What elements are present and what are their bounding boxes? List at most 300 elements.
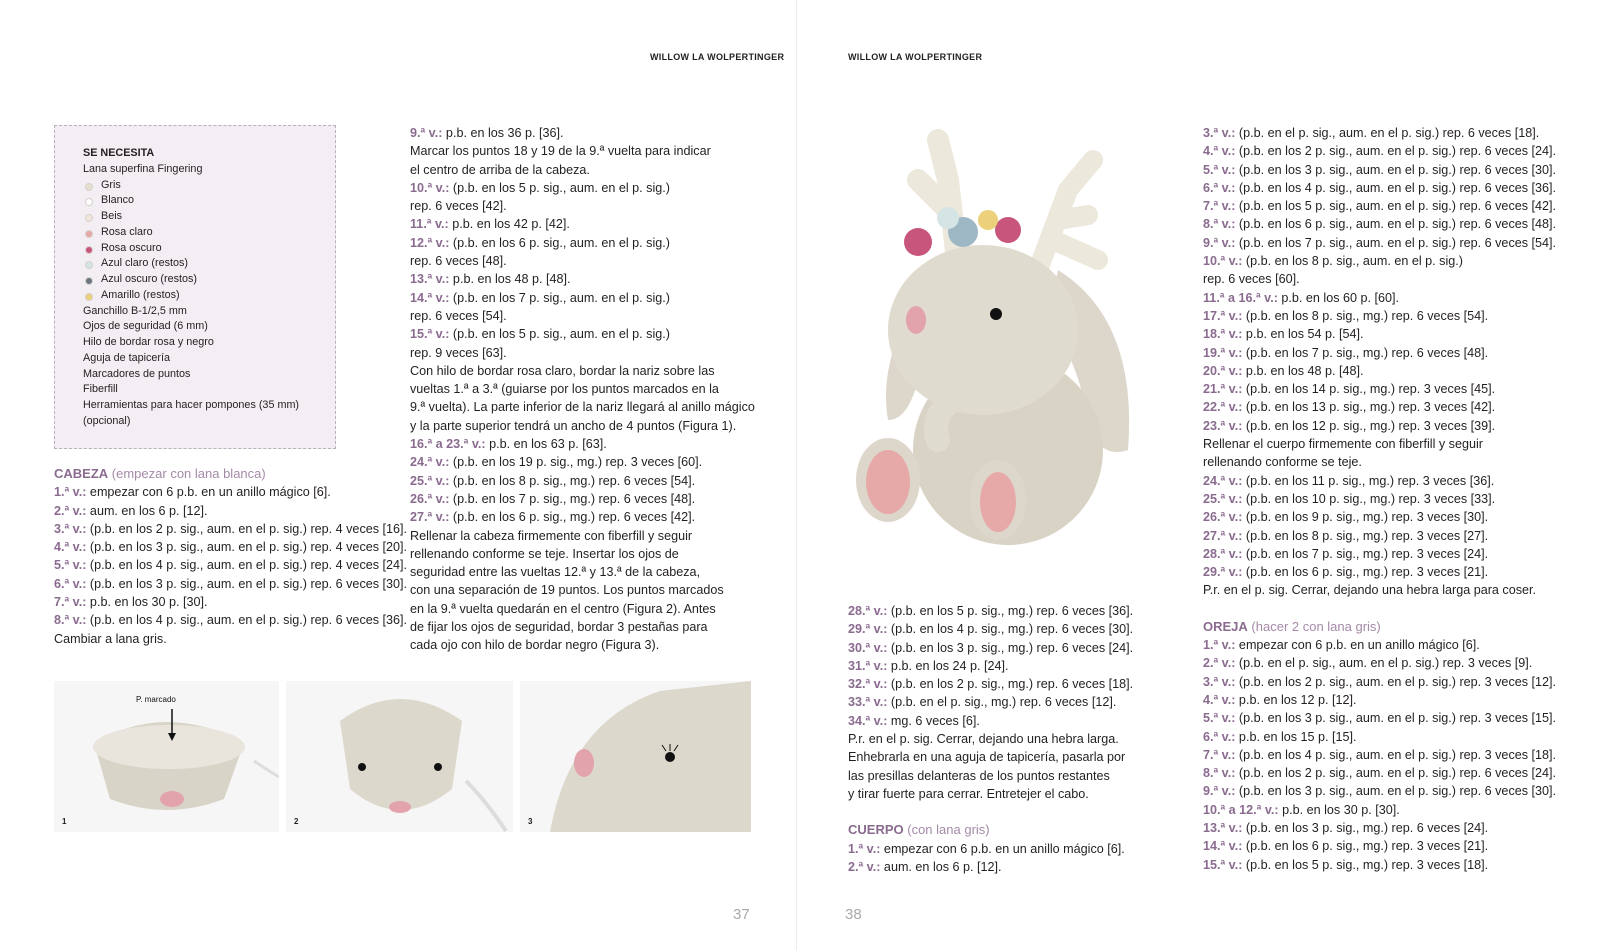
round-text: el centro de arriba de la cabeza. <box>410 162 590 177</box>
round-number: 17.ª v.: <box>1203 308 1243 323</box>
round-text: p.b. en los 60 p. [60]. <box>1277 290 1400 305</box>
round-number: 7.ª v.: <box>1203 199 1236 214</box>
pattern-line <box>410 435 755 453</box>
round-text: p.b. en los 24 p. [24]. <box>887 658 1009 673</box>
round-text: rellenando conforme se teje. <box>1203 455 1362 470</box>
pattern-line <box>1203 527 1556 545</box>
round-text: mg. 6 veces [6]. <box>887 713 980 728</box>
round-text: p.b. en los 54 p. [54]. <box>1242 327 1364 342</box>
pattern-line <box>848 602 1133 620</box>
round-number: 22.ª v.: <box>1203 400 1243 415</box>
figure-3-illustration <box>520 681 751 832</box>
round-number: 31.ª v.: <box>848 658 888 673</box>
round-text: empezar con 6 p.b. en un anillo mágico [6]. <box>1235 638 1480 653</box>
round-text: de fijar los ojos de seguridad, bordar 3 pestañas para <box>410 620 708 635</box>
column-2 <box>410 124 755 655</box>
pattern-line <box>1203 398 1556 416</box>
round-text: Enhebrarla en una aguja de tapicería, pasarla por <box>848 750 1126 765</box>
round-text: (p.b. en los 3 p. sig., mg.) rep. 6 veces [24]. <box>887 640 1134 655</box>
pattern-line <box>1203 362 1556 380</box>
round-number: 21.ª v.: <box>1203 382 1243 397</box>
round-number: 13.ª v.: <box>410 272 450 287</box>
round-text: p.b. en los 15 p. [15]. <box>1235 729 1357 744</box>
material-item: (opcional) <box>83 414 131 427</box>
figure-1 <box>54 681 279 832</box>
figure-1-number: 1 <box>62 817 67 826</box>
oreja-line <box>1203 728 1556 746</box>
figure-2-illustration <box>286 681 513 832</box>
cabeza-line <box>54 556 407 574</box>
round-text: (p.b. en los 7 p. sig., mg.) rep. 6 veces [48]. <box>1242 345 1489 360</box>
oreja-line <box>1203 856 1556 874</box>
round-text: P.r. en el p. sig. Cerrar, dejando una hebra larga. <box>848 732 1119 747</box>
round-text: empezar con 6 p.b. en un anillo mágico [6]. <box>86 485 331 500</box>
yarn-item <box>83 241 335 257</box>
material-item: Ojos de seguridad (6 mm) <box>83 320 208 333</box>
round-text: (p.b. en los 6 p. sig., mg.) rep. 3 veces [21]. <box>1242 839 1489 854</box>
round-text: rep. 6 veces [54]. <box>410 308 507 323</box>
yarn-color-dot <box>85 261 93 269</box>
round-text: (p.b. en los 6 p. sig., mg.) rep. 6 veces [42]. <box>449 510 696 525</box>
round-text: (p.b. en los 5 p. sig., aum. en el p. sig.) <box>449 327 670 342</box>
round-number: 9.ª v.: <box>1203 235 1236 250</box>
round-text: (p.b. en los 8 p. sig., mg.) rep. 6 veces [54]. <box>449 473 696 488</box>
oreja-subtitle: (hacer 2 con lana gris) <box>1251 618 1381 634</box>
round-text: p.b. en los 63 p. [63]. <box>485 437 607 452</box>
pattern-line <box>1203 380 1556 398</box>
oreja-line <box>1203 709 1556 727</box>
round-number: 28.ª v.: <box>848 604 888 618</box>
round-number: 8.ª v.: <box>54 613 87 628</box>
round-number: 2.ª v.: <box>848 859 881 874</box>
yarn-item <box>83 178 335 194</box>
round-text: vueltas 1.ª a 3.ª (guiarse por los puntos marcados en la <box>410 382 719 397</box>
round-text: p.b. en los 36 p. [36]. <box>442 126 564 140</box>
round-number: 5.ª v.: <box>1203 162 1236 177</box>
round-text: (p.b. en los 10 p. sig., mg.) rep. 3 veces [33]. <box>1242 491 1496 506</box>
round-text: (p.b. en los 8 p. sig., mg.) rep. 6 veces [54]. <box>1242 308 1489 323</box>
round-number: 3.ª v.: <box>54 521 87 536</box>
round-text: (p.b. en los 3 p. sig., aum. en el p. sig.) rep. 6 veces [30]. <box>1235 162 1557 177</box>
yarn-item <box>83 225 335 241</box>
oreja-heading <box>1203 618 1556 636</box>
pattern-line <box>410 124 755 142</box>
round-number: 10.ª v.: <box>1203 254 1243 269</box>
yarn-item <box>83 209 335 225</box>
pattern-line <box>848 712 1133 730</box>
cabeza-line <box>54 520 407 538</box>
yarn-item <box>83 256 335 272</box>
pattern-line <box>1203 508 1556 526</box>
round-text: (p.b. en los 5 p. sig., mg.) rep. 6 veces [36]. <box>887 604 1134 618</box>
pattern-line <box>410 490 755 508</box>
round-number: 26.ª v.: <box>410 491 450 506</box>
round-number: 27.ª v.: <box>410 510 450 525</box>
materials-box <box>54 125 336 449</box>
material-item: Aguja de tapicería <box>83 351 171 364</box>
pattern-line <box>410 161 755 179</box>
round-text: aum. en los 6 p. [12]. <box>880 859 1002 874</box>
round-text: (p.b. en los 7 p. sig., mg.) rep. 6 veces [48]. <box>449 491 696 506</box>
pattern-line <box>1203 270 1556 288</box>
materials-heading: SE NECESITA <box>83 147 155 159</box>
round-text: Rellenar el cuerpo firmemente con fiberfill y seguir <box>1203 437 1483 452</box>
yarn-color-dot <box>85 246 93 254</box>
pattern-line <box>410 398 755 416</box>
round-text: (p.b. en los 8 p. sig., aum. en el p. sig.) <box>1242 254 1463 269</box>
pattern-line <box>1203 435 1556 453</box>
round-number: 27.ª v.: <box>1203 528 1243 543</box>
pattern-line <box>848 639 1133 657</box>
oreja-line <box>1203 764 1556 782</box>
oreja-line <box>1203 673 1556 691</box>
pattern-line <box>410 600 755 618</box>
book-spine <box>796 0 797 950</box>
pattern-line <box>1203 161 1556 179</box>
figure-2 <box>286 681 513 832</box>
round-text: rep. 6 veces [60]. <box>1203 272 1300 287</box>
pattern-line <box>410 527 755 545</box>
round-text: P.r. en el p. sig. Cerrar, dejando una hebra larga para coser. <box>1203 583 1537 598</box>
round-number: 28.ª v.: <box>1203 546 1243 561</box>
cabeza-subtitle: (empezar con lana blanca) <box>111 466 266 481</box>
material-item: Marcadores de puntos <box>83 367 191 380</box>
col3-rounds <box>848 602 1133 803</box>
round-number: 6.ª v.: <box>1203 180 1236 195</box>
cabeza-line <box>54 502 407 520</box>
round-text: aum. en los 6 p. [12]. <box>86 503 208 518</box>
round-text: y la parte superior tendrá un ancho de 4 puntos (Figura 1). <box>410 418 737 433</box>
round-text: p.b. en los 48 p. [48]. <box>449 272 571 287</box>
cabeza-rounds <box>54 483 407 648</box>
yarn-label: Blanco <box>101 194 135 207</box>
pattern-line <box>1203 289 1556 307</box>
round-number: 33.ª v.: <box>848 695 888 710</box>
cuerpo-title: CUERPO <box>848 822 904 838</box>
column-4 <box>1203 124 1556 874</box>
column-3 <box>848 602 1133 876</box>
round-text: Cambiar a lana gris. <box>54 631 167 646</box>
figure-3 <box>520 681 751 832</box>
yarn-color-dot <box>85 277 93 285</box>
cuerpo-subtitle: (con lana gris) <box>907 822 990 838</box>
yarn-label: Rosa oscuro <box>101 241 162 254</box>
round-text: p.b. en los 30 p. [30]. <box>1278 802 1400 817</box>
round-number: 32.ª v.: <box>848 677 888 692</box>
pattern-line <box>848 675 1133 693</box>
round-number: 6.ª v.: <box>54 576 87 591</box>
pattern-line <box>410 453 755 471</box>
pattern-line <box>410 417 755 435</box>
round-text: (p.b. en los 3 p. sig., aum. en el p. sig.) rep. 6 veces [30]. <box>86 576 408 591</box>
round-text: cada ojo con hilo de bordar negro (Figura 3). <box>410 638 660 653</box>
pattern-line <box>1203 234 1556 252</box>
round-text: Marcar los puntos 18 y 19 de la 9.ª vuelta para indicar <box>410 144 711 159</box>
round-text: Con hilo de bordar rosa claro, bordar la nariz sobre las <box>410 363 715 378</box>
round-text: (p.b. en los 5 p. sig., aum. en el p. sig.) rep. 6 veces [42]. <box>1235 199 1557 214</box>
yarn-label: Rosa claro <box>101 225 153 238</box>
round-text: (p.b. en el p. sig., aum. en el p. sig.) rep. 6 veces [18]. <box>1235 126 1540 140</box>
round-number: 1.ª v.: <box>848 841 881 856</box>
round-text: 9.ª vuelta). La parte inferior de la nariz llegará al anillo mágico <box>410 400 755 415</box>
round-text: (p.b. en los 3 p. sig., aum. en el p. sig.) rep. 3 veces [15]. <box>1235 711 1557 726</box>
round-number: 11.ª a 16.ª v.: <box>1203 290 1278 305</box>
pattern-line <box>410 325 755 343</box>
round-text: (p.b. en los 3 p. sig., aum. en el p. sig.) rep. 4 veces [20]. <box>86 540 408 555</box>
material-item: Fiberfill <box>83 383 118 396</box>
cuerpo-heading <box>848 821 1133 839</box>
round-number: 24.ª v.: <box>410 455 450 470</box>
round-text: (p.b. en los 6 p. sig., mg.) rep. 3 veces [21]. <box>1242 565 1489 580</box>
round-number: 29.ª v.: <box>1203 565 1243 580</box>
pattern-line <box>848 730 1133 748</box>
round-number: 1.ª v.: <box>1203 638 1236 653</box>
pattern-line <box>848 620 1133 638</box>
round-number: 5.ª v.: <box>1203 711 1236 726</box>
round-text: (p.b. en los 4 p. sig., aum. en el p. sig.) rep. 6 veces [36]. <box>1235 180 1557 195</box>
round-text: (p.b. en los 6 p. sig., aum. en el p. sig.) <box>449 235 670 250</box>
pattern-line <box>1203 417 1556 435</box>
yarn-color-dot <box>85 214 93 222</box>
page-number-left: 37 <box>733 906 750 923</box>
round-text: (p.b. en los 4 p. sig., aum. en el p. sig.) rep. 3 veces [18]. <box>1235 747 1557 762</box>
col2-rounds <box>410 124 755 655</box>
material-item: Hilo de bordar rosa y negro <box>83 336 214 348</box>
round-number: 34.ª v.: <box>848 713 888 728</box>
round-number: 18.ª v.: <box>1203 327 1243 342</box>
oreja-line <box>1203 837 1556 855</box>
pattern-line <box>1203 472 1556 490</box>
round-text: las presillas delanteras de los puntos restantes <box>848 768 1110 783</box>
round-text: empezar con 6 p.b. en un anillo mágico [6]. <box>880 841 1125 856</box>
figure-1-label: P. marcado <box>136 695 176 704</box>
materials-items <box>83 304 335 430</box>
pattern-line <box>1203 252 1556 270</box>
round-text: (p.b. en el p. sig., mg.) rep. 6 veces [12]. <box>887 695 1117 710</box>
round-text: (p.b. en el p. sig., aum. en el p. sig.) rep. 3 veces [9]. <box>1235 656 1533 671</box>
pattern-line <box>410 362 755 380</box>
pattern-line <box>410 563 755 581</box>
figure-3-number: 3 <box>528 817 533 826</box>
round-number: 29.ª v.: <box>848 622 888 637</box>
cabeza-line <box>54 538 407 556</box>
round-text: (p.b. en los 14 p. sig., mg.) rep. 3 veces [45]. <box>1242 382 1496 397</box>
round-number: 19.ª v.: <box>1203 345 1243 360</box>
pattern-line <box>848 785 1133 803</box>
pattern-line <box>410 618 755 636</box>
round-number: 16.ª a 23.ª v.: <box>410 437 486 452</box>
cabeza-line <box>54 611 407 629</box>
round-text: rellenando conforme se teje. Insertar los ojos de <box>410 546 679 561</box>
round-number: 2.ª v.: <box>1203 656 1236 671</box>
round-number: 4.ª v.: <box>1203 144 1236 159</box>
yarn-item <box>83 193 335 209</box>
page-number-right: 38 <box>845 906 862 923</box>
round-number: 26.ª v.: <box>1203 510 1243 525</box>
pattern-line <box>1203 490 1556 508</box>
round-text: rep. 9 veces [63]. <box>410 345 507 360</box>
round-number: 24.ª v.: <box>1203 473 1243 488</box>
material-item: Herramientas para hacer pompones (35 mm) <box>83 399 300 411</box>
round-text: p.b. en los 42 p. [42]. <box>448 217 570 232</box>
cabeza-section <box>54 465 407 648</box>
round-text: (p.b. en los 11 p. sig., mg.) rep. 3 veces [36]. <box>1242 473 1495 488</box>
pattern-line <box>410 270 755 288</box>
round-text: en la 9.ª vuelta quedarán en el centro (Figura 2). Antes <box>410 601 716 616</box>
pattern-line <box>1203 545 1556 563</box>
oreja-line <box>1203 819 1556 837</box>
round-text: p.b. en los 30 p. [30]. <box>86 595 208 610</box>
col4-rounds <box>1203 124 1556 600</box>
round-text: (p.b. en los 3 p. sig., mg.) rep. 6 veces [24]. <box>1242 820 1489 835</box>
cuerpo-line <box>848 858 1133 876</box>
round-text: (p.b. en los 3 p. sig., aum. en el p. sig.) rep. 6 veces [30]. <box>1235 784 1557 799</box>
oreja-line <box>1203 746 1556 764</box>
round-text: rep. 6 veces [48]. <box>410 254 507 269</box>
pattern-line <box>1203 307 1556 325</box>
cabeza-line <box>54 630 407 648</box>
round-text: (p.b. en los 2 p. sig., aum. en el p. sig.) rep. 3 veces [12]. <box>1235 674 1557 689</box>
cuerpo-rounds <box>848 840 1133 877</box>
pattern-line <box>410 179 755 197</box>
yarn-item <box>83 288 335 304</box>
pattern-line <box>1203 124 1556 142</box>
pattern-line <box>1203 325 1556 343</box>
round-text: (p.b. en los 9 p. sig., mg.) rep. 3 veces [30]. <box>1242 510 1489 525</box>
wolpertinger-illustration <box>848 120 1178 580</box>
round-text: (p.b. en los 12 p. sig., mg.) rep. 3 veces [39]. <box>1242 418 1496 433</box>
round-text: (p.b. en los 7 p. sig., aum. en el p. sig.) <box>449 290 670 305</box>
pattern-line <box>410 636 755 654</box>
yarn-label: Gris <box>101 178 121 191</box>
pattern-line <box>1203 563 1556 581</box>
pattern-line <box>1203 581 1556 599</box>
round-number: 15.ª v.: <box>410 327 450 342</box>
yarn-color-dot <box>85 230 93 238</box>
figure-2-number: 2 <box>294 817 299 826</box>
cabeza-line <box>54 575 407 593</box>
round-number: 3.ª v.: <box>1203 674 1236 689</box>
round-text: (p.b. en los 5 p. sig., mg.) rep. 3 veces [18]. <box>1242 857 1489 872</box>
material-item: Ganchillo B-1/2,5 mm <box>83 304 187 317</box>
round-text: (p.b. en los 6 p. sig., aum. en el p. sig.) rep. 6 veces [48]. <box>1235 217 1557 232</box>
running-header-left: WILLOW LA WOLPERTINGER <box>650 52 785 62</box>
round-text: (p.b. en los 7 p. sig., mg.) rep. 3 veces [24]. <box>1242 546 1489 561</box>
cuerpo-line <box>848 840 1133 858</box>
round-number: 8.ª v.: <box>1203 766 1236 781</box>
round-number: 20.ª v.: <box>1203 363 1243 378</box>
round-number: 7.ª v.: <box>54 595 87 610</box>
pattern-line <box>410 252 755 270</box>
pattern-line <box>1203 453 1556 471</box>
yarn-label: Amarillo (restos) <box>101 288 180 301</box>
pattern-line <box>848 657 1133 675</box>
round-number: 7.ª v.: <box>1203 747 1236 762</box>
round-number: 14.ª v.: <box>1203 839 1243 854</box>
round-text: (p.b. en los 7 p. sig., aum. en el p. sig.) rep. 6 veces [54]. <box>1235 235 1557 250</box>
round-number: 13.ª v.: <box>1203 820 1243 835</box>
round-text: seguridad entre las vueltas 12.ª y 13.ª de la cabeza, <box>410 565 701 580</box>
round-number: 11.ª v.: <box>410 217 449 232</box>
oreja-line <box>1203 636 1556 654</box>
pattern-line <box>410 508 755 526</box>
pattern-line <box>1203 142 1556 160</box>
round-number: 10.ª v.: <box>410 180 450 195</box>
round-text: p.b. en los 12 p. [12]. <box>1235 692 1357 707</box>
round-text: (p.b. en los 8 p. sig., mg.) rep. 3 veces [27]. <box>1242 528 1489 543</box>
pattern-line <box>410 344 755 362</box>
round-number: 14.ª v.: <box>410 290 450 305</box>
pattern-line <box>410 197 755 215</box>
cabeza-line <box>54 593 407 611</box>
round-text: (p.b. en los 4 p. sig., mg.) rep. 6 veces [30]. <box>887 622 1134 637</box>
yarn-label: Azul claro (restos) <box>101 257 188 270</box>
round-number: 15.ª v.: <box>1203 857 1243 872</box>
round-text: (p.b. en los 2 p. sig., aum. en el p. sig.) rep. 4 veces [16]. <box>86 521 408 536</box>
round-number: 25.ª v.: <box>410 473 450 488</box>
round-number: 3.ª v.: <box>1203 126 1236 140</box>
round-number: 4.ª v.: <box>54 540 87 555</box>
yarn-item <box>83 272 335 288</box>
round-number: 9.ª v.: <box>1203 784 1236 799</box>
cabeza-line <box>54 483 407 501</box>
yarn-label: Beis <box>101 210 123 222</box>
round-number: 8.ª v.: <box>1203 217 1236 232</box>
round-number: 12.ª v.: <box>410 235 450 250</box>
cabeza-title: CABEZA <box>54 466 109 481</box>
round-text: (p.b. en los 4 p. sig., aum. en el p. sig.) rep. 4 veces [24]. <box>86 558 408 573</box>
yarn-color-dot <box>85 183 93 191</box>
pattern-line <box>848 693 1133 711</box>
round-text: (p.b. en los 2 p. sig., mg.) rep. 6 veces [18]. <box>887 677 1134 692</box>
round-number: 4.ª v.: <box>1203 692 1236 707</box>
pattern-line <box>410 380 755 398</box>
yarn-color-dot <box>85 293 93 301</box>
pattern-line <box>848 748 1133 766</box>
oreja-line <box>1203 801 1556 819</box>
round-text: (p.b. en los 13 p. sig., mg.) rep. 3 veces [42]. <box>1242 400 1496 415</box>
round-text: y tirar fuerte para cerrar. Entretejer el cabo. <box>848 786 1089 801</box>
pattern-line <box>1203 179 1556 197</box>
yarn-label: Azul oscuro (restos) <box>101 273 198 285</box>
oreja-line <box>1203 691 1556 709</box>
oreja-rounds <box>1203 636 1556 874</box>
round-number: 2.ª v.: <box>54 503 87 518</box>
pattern-line <box>410 581 755 599</box>
running-header-right: WILLOW LA WOLPERTINGER <box>848 52 983 62</box>
pattern-line <box>1203 215 1556 233</box>
oreja-line <box>1203 782 1556 800</box>
round-number: 23.ª v.: <box>1203 418 1243 433</box>
round-number: 9.ª v.: <box>410 126 443 140</box>
pattern-line <box>848 767 1133 785</box>
round-number: 30.ª v.: <box>848 640 888 655</box>
round-number: 6.ª v.: <box>1203 729 1236 744</box>
materials-subheading: Lana superfina Fingering <box>83 162 203 175</box>
round-text: (p.b. en los 2 p. sig., aum. en el p. sig.) rep. 6 veces [24]. <box>1235 144 1557 159</box>
pattern-line <box>410 307 755 325</box>
oreja-title: OREJA <box>1203 618 1248 634</box>
round-text: Rellenar la cabeza firmemente con fiberfill y seguir <box>410 528 693 543</box>
pattern-line <box>410 545 755 563</box>
pattern-line <box>410 289 755 307</box>
amigurumi-photo <box>848 120 1178 580</box>
yarn-color-dot <box>85 198 93 206</box>
oreja-line <box>1203 654 1556 672</box>
round-text: (p.b. en los 5 p. sig., aum. en el p. sig.) <box>449 180 670 195</box>
round-text: p.b. en los 48 p. [48]. <box>1242 363 1364 378</box>
pattern-line <box>410 215 755 233</box>
